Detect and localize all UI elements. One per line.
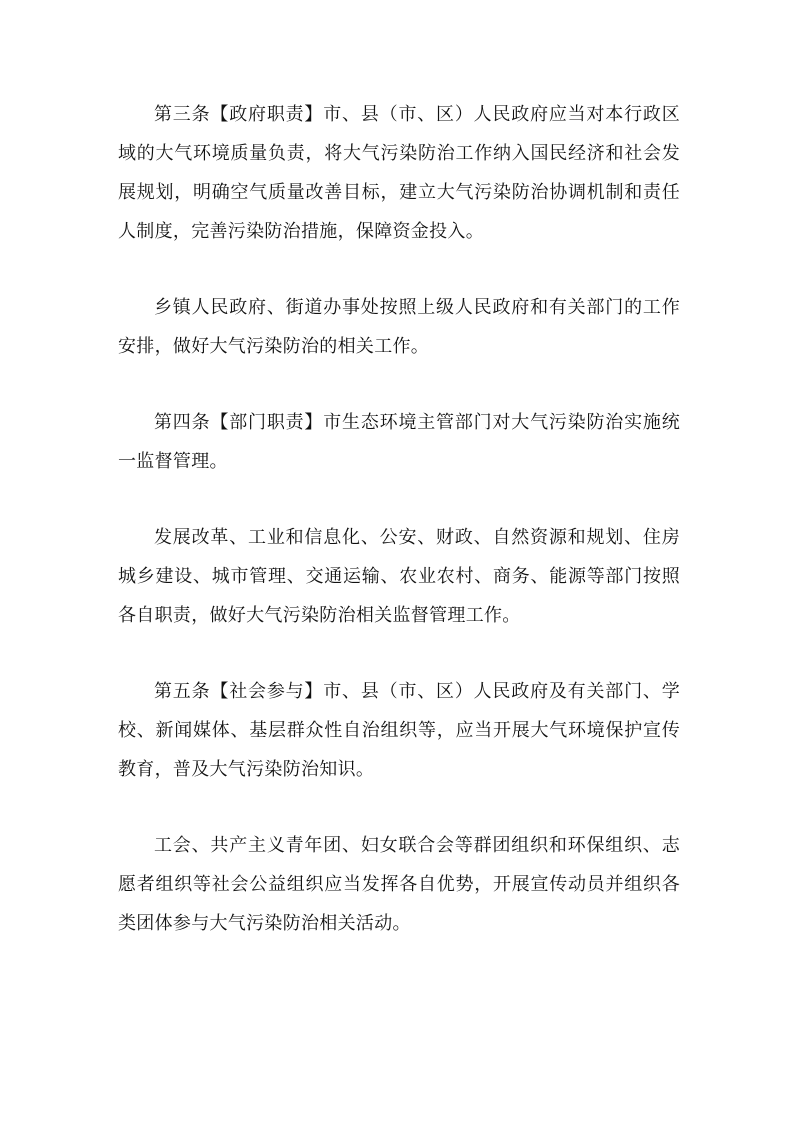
paragraph-township-duties: 乡镇人民政府、街道办事处按照上级人民政府和有关部门的工作安排，做好大气污染防治的相关工作。	[118, 297, 680, 357]
paragraph-department-duties: 发展改革、工业和信息化、公安、财政、自然资源和规划、住房城乡建设、城市管理、交通运输、农业农村、商务、能源等部门按照各自职责，做好大气污染防治相关监督管理工作。	[118, 527, 680, 626]
paragraph-article-5: 第五条【社会参与】市、县（市、区）人民政府及有关部门、学校、新闻媒体、基层群众性自治组织等，应当开展大气环境保护宣传教育，普及大气污染防治知识。	[118, 681, 680, 780]
paragraph-social-organizations: 工会、共产主义青年团、妇女联合会等群团组织和环保组织、志愿者组织等社会公益组织应当发挥各自优势，开展宣传动员并组织各类团体参与大气污染防治相关活动。	[118, 835, 680, 934]
paragraph-article-4: 第四条【部门职责】市生态环境主管部门对大气污染防治实施统一监督管理。	[118, 412, 680, 472]
paragraph-article-3: 第三条【政府职责】市、县（市、区）人民政府应当对本行政区域的大气环境质量负责，将大气污染防治工作纳入国民经济和社会发展规划，明确空气质量改善目标，建立大气污染防治协调机制和责任人制度，完善污染防治措施，保障资金投入。	[118, 104, 680, 242]
document-body	[118, 95, 680, 943]
